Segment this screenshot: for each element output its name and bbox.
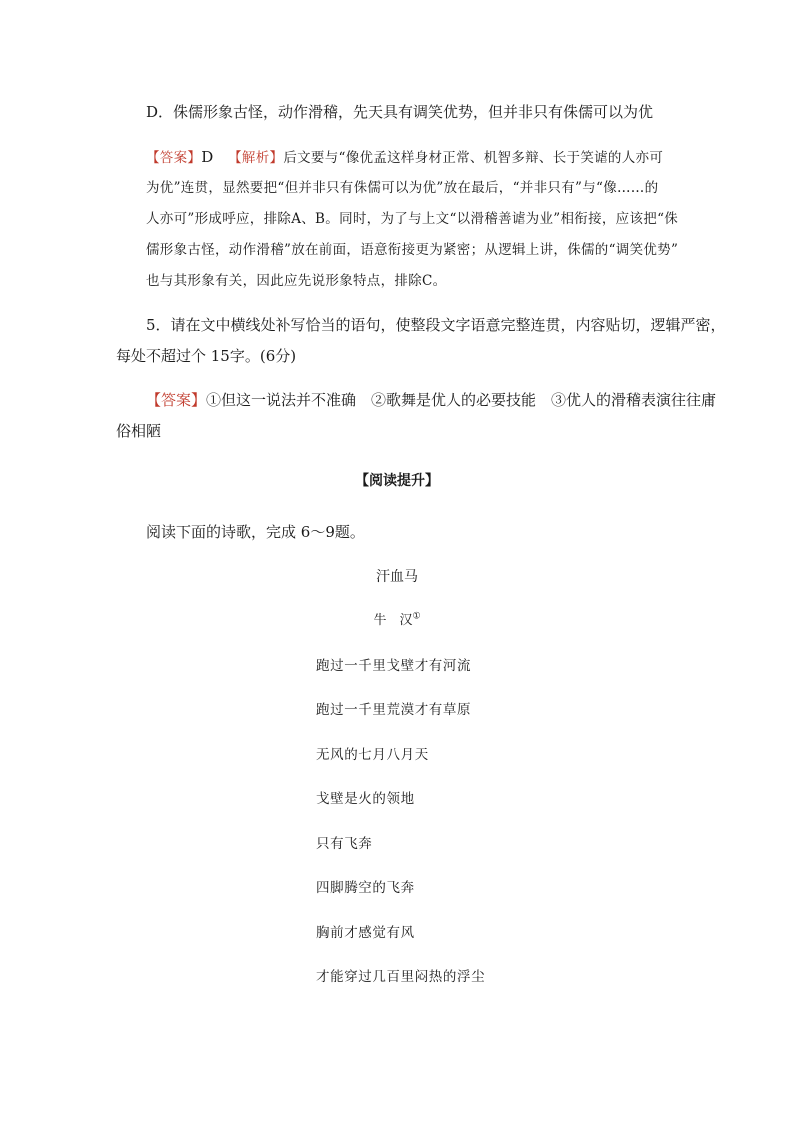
analysis-line-4: 儒形象古怪，动作滑稽”放在前面，语意衔接更为紧密；从逻辑上讲，侏儒的“调笑优势” [146,242,679,258]
poem-line-7: 胸前才感觉有风 [316,925,415,941]
footnote-mark: ① [412,611,421,622]
poem-line-6: 四脚腾空的飞奔 [316,880,415,896]
answer-2-line-2 [116,420,161,442]
analysis-line-3: 人亦可”形成呼应，排除A、B。同时，为了与上文“以滑稽善谑为业”相衔接，应该把“侏 [146,211,679,227]
poem-line-5: 只有飞奔 [316,836,373,852]
option-d [146,101,653,123]
section-heading: 【阅读提升】 [355,473,439,489]
poem-author-line [0,610,794,632]
answer-2-text-1: ①但这一说法并不准确 ②歌舞是优人的必要技能 ③优人的滑稽表演往往庸 [206,391,717,409]
question-5-text-1: 5．请在文中横线处补写恰当的语句，使整段文字语意完整连贯，内容贴切，逻辑严密， [146,316,726,334]
poem-author: 牛 汉 [373,613,413,628]
answer-1-line-1 [146,146,663,169]
poem-line-8: 才能穿过几百里闷热的浮尘 [316,969,486,985]
analysis-tag: 【解析】 [228,150,284,166]
answer-tag-2: 【答案】 [146,391,207,409]
answer-2-text-2: 俗相陋 [116,422,162,440]
reading-intro: 阅读下面的诗歌，完成 6～9题。 [146,523,365,541]
analysis-line-1: 后文要与“像优孟这样身材正常、机智多辩、长于笑谑的人亦可 [283,150,664,166]
poem-line-2: 跑过一千里荒漠才有草原 [316,702,472,718]
answer-1-line-5 [146,270,446,292]
analysis-line-2: 为优”连贯，显然要把“但并非只有侏儒可以为优”放在最后，“并非只有”与“像……的 [146,180,659,196]
answer-1-line-2 [146,177,658,199]
poem-line-1: 跑过一千里戈壁才有河流 [316,658,472,674]
poem-line-4: 戈壁是火的领地 [316,791,415,807]
poem-line-3: 无风的七月八月天 [316,747,429,763]
answer-1-line-4 [146,239,678,261]
answer-value: D [201,148,214,166]
answer-1-line-3 [146,208,678,230]
poem-title: 汗血马 [376,569,418,585]
answer-2-line-1 [146,389,716,411]
answer-tag: 【答案】 [146,150,202,166]
option-d-text: D．侏儒形象古怪，动作滑稽，先天具有调笑优势，但并非只有侏儒可以为优 [146,103,654,121]
analysis-line-5: 也与其形象有关，因此应先说形象特点，排除C。 [146,273,447,289]
question-5-text-2: 每处不超过个 15字。(6分) [116,347,297,365]
question-5-line-2 [116,345,296,367]
question-5-line-1 [146,314,726,336]
